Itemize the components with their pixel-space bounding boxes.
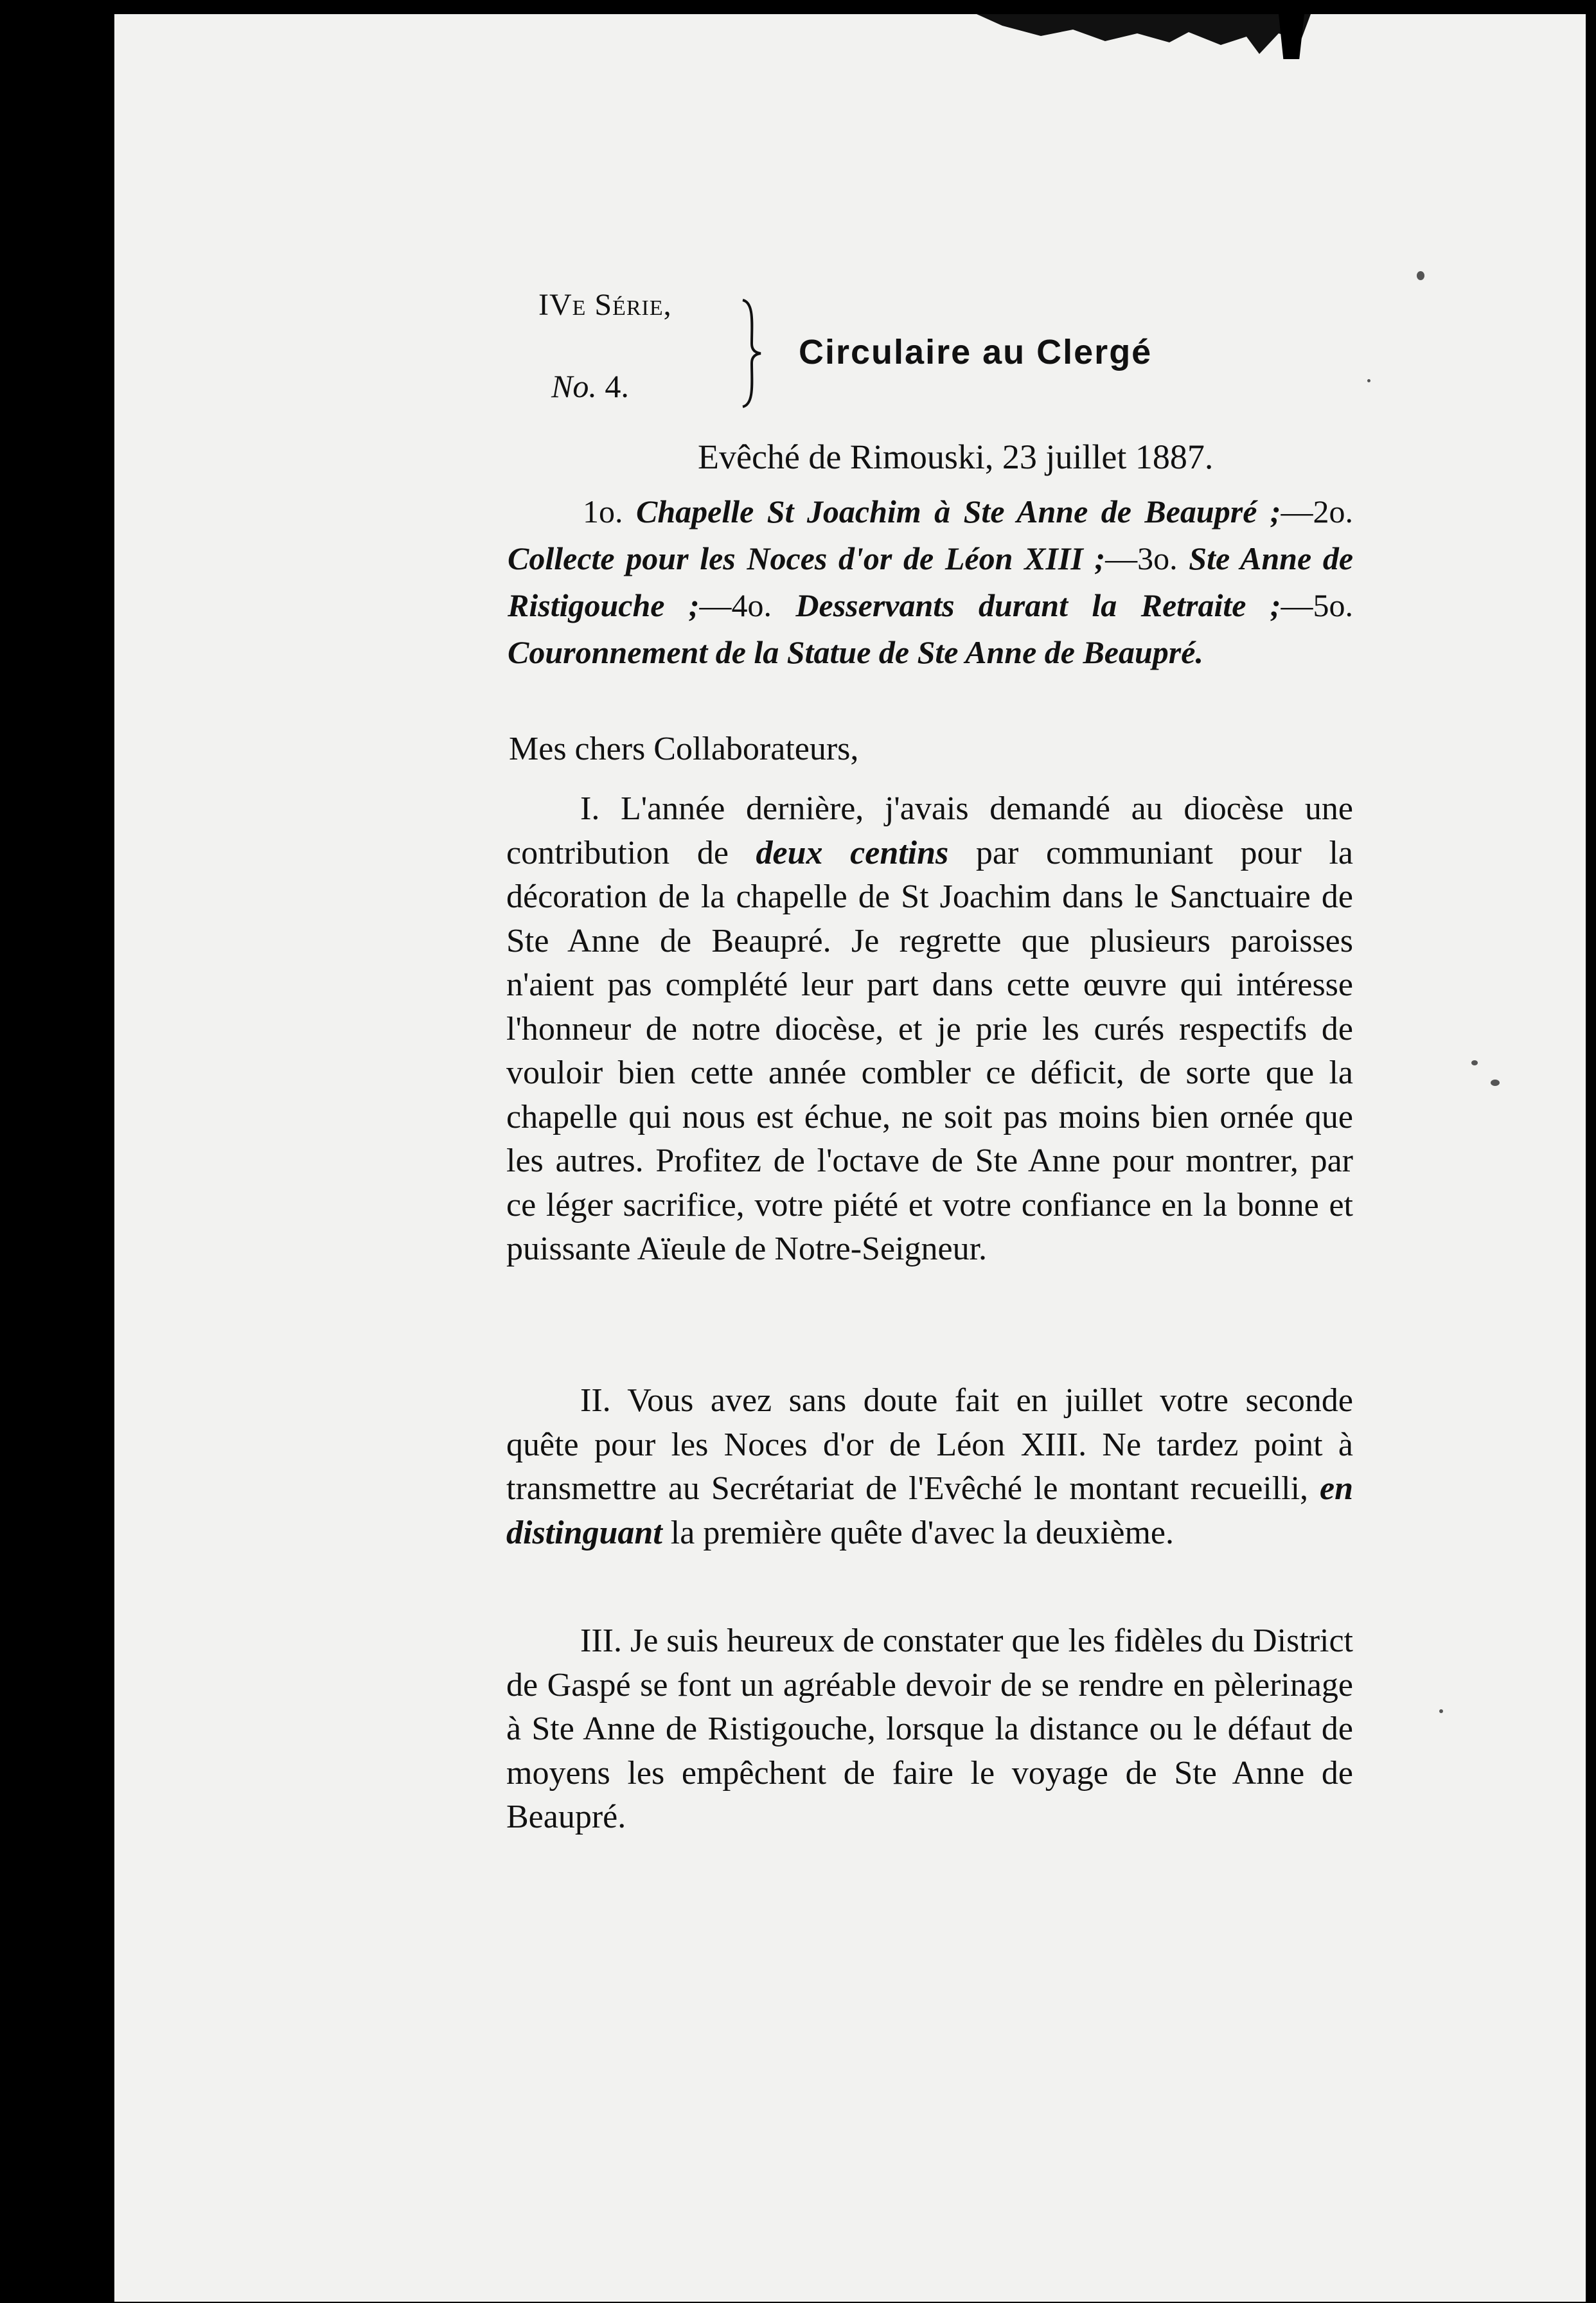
paragraph-1: I. L'année dernière, j'avais demandé au diocèse une contribution de deux centins par communiant pour la décoration de la chapelle de St Joachim dans le Sanctuaire de Ste Anne de Beaupré. Je regrette que plusieurs paroisses n'aient pas complété leur part dans cette œuvre qui intéresse l'honneur de notre diocèse, et je prie les curés respectifs de vouloir bien cette année combler ce déficit, de sorte que la chapelle qui nous est échue, ne soit pas moins bien ornée que les autres. Profitez de l'octave de Ste Anne pour montrer, par ce léger sacrifice, votre piété et votre confiance en la bonne et puissante Aïeule de Notre-Seigneur. — [506, 790, 1353, 1267]
summary: 1o. Chapelle St Joachim à Ste Anne de Beaupré ;—2o. Collecte pour les Noces d'or de Léon XIII ;—3o. Ste Anne de Ristigouche ;—4o. Desservants durant la Retraite ;—5o. Couronnement de la Statue de Ste Anne de Beaupré. — [508, 494, 1354, 670]
document-title: Circulaire au Clergé — [799, 333, 1153, 371]
number-label: No. 4. — [551, 368, 629, 404]
salutation: Mes chers Collaborateurs, — [509, 731, 859, 767]
torn-edge-mark — [977, 14, 1311, 59]
curly-brace-icon — [738, 299, 763, 408]
series-label: IVe Série, — [538, 288, 672, 322]
paragraph-2: II. Vous avez sans doute fait en juillet votre seconde quête pour les Noces d'or de Léon XIII. Ne tardez point à transmettre au Secrétariat de l'Evêché le montant recueilli, en distinguant la première quête d'avec la deuxième. — [506, 1382, 1353, 1551]
paragraph-3: III. Je suis heureux de constater que les fidèles du District de Gaspé se font un agréable devoir de se rendre en pèlerinage à Ste Anne de Ristigouche, lorsque la distance ou le défaut de moyens les empêchent de faire le voyage de Ste Anne de Beaupré. — [506, 1623, 1353, 1835]
date-line: Evêché de Rimouski, 23 juillet 1887. — [698, 438, 1214, 476]
